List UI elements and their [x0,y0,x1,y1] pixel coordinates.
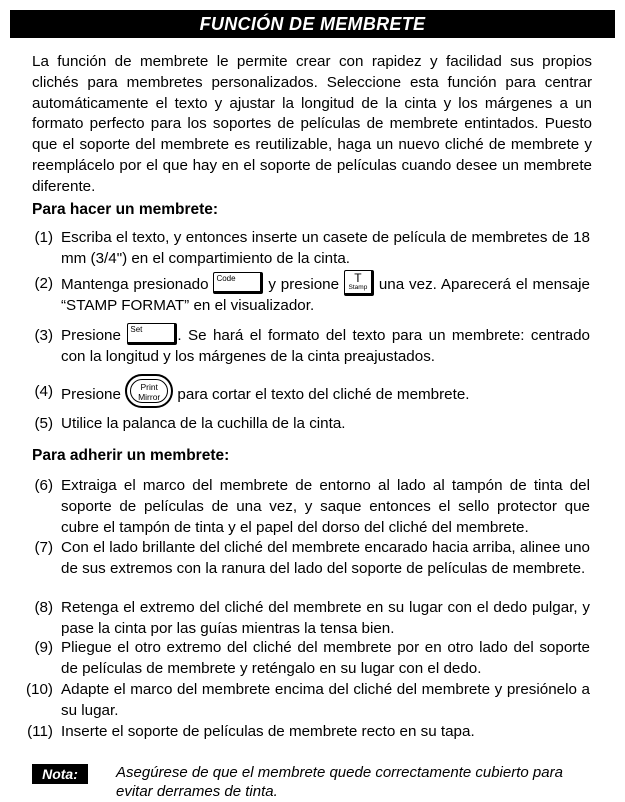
step-text [61,382,590,408]
code-key-label: Code [216,274,236,283]
step-number: (8) [34,599,53,616]
set-key-label: Set [130,324,143,334]
step-number: (6) [34,477,53,494]
step-text: Utilice la palanca de la cuchilla de la cinta. [61,415,346,432]
step-text: Adapte el marco del membrete encima del cliché del membrete y presiónelo a su lugar. [61,681,590,719]
step-7 [15,538,590,580]
step-number: (5) [34,415,53,432]
stamp-key-label: Stamp [348,284,368,291]
step-number: (10) [25,681,53,698]
step-text: Con el lado brillante del cliché del membrete encarado hacia arriba, alinee uno de sus extremos con la ranura del lado del soporte de películas de membrete. [61,539,590,577]
note-label: Nota: [32,764,88,784]
section-heading-attach-stamp: Para adherir un membrete: [32,447,230,464]
intro-paragraph: La función de membrete le permite crear con rapidez y facilidad sus propios clichés para membretes personalizados. Seleccione esta función para centrar automáticamente el texto y ajustar la longitud de la cinta y los márgenes a un formato perfecto para los soportes de películas de membrete entintados. Puesto que el soporte del membrete es reutilizable, haga un nuevo cliché de membrete y reemplácelo por el que hay en el soporte de películas cuando desee un membrete diferente. [32,53,592,195]
step-text [61,271,590,317]
section-heading-make-stamp: Para hacer un membrete: [32,201,219,218]
step-number: (2) [34,275,53,292]
step-3 [15,326,590,368]
mirror-key-label: Mirror [138,392,161,402]
step-text-before: Presione [61,386,121,404]
step-number: (11) [27,723,53,740]
code-key-icon [213,272,263,294]
step-2 [15,271,590,317]
step-10 [15,680,590,722]
step-5 [15,414,590,435]
step-text-after: para cortar el texto del cliché de membrete. [177,386,470,404]
step-text: Pliegue el otro extremo del cliché del membrete por en otro lado del soporte de películas de membrete y reténgalo en su lugar con el dedo. [61,639,590,677]
step-text-middle: y presione [268,276,340,294]
note-text: Asegúrese de que el membrete quede correctamente cubierto para evitar derrames de tinta. [116,764,563,800]
step-number: (9) [34,639,53,656]
step-text-after: una vez. Aparecerá el mensaje “STAMP FORMAT” en el visualizador. [61,276,590,314]
set-key-icon [127,323,177,345]
step-text-before: Mantenga presionado [61,276,209,294]
step-text: Inserte el soporte de películas de membrete recto en su tapa. [61,723,475,740]
print-mirror-key-icon [125,374,173,408]
step-text: Escriba el texto, y entonces inserte un casete de película de membretes de 18 mm (3/4") en el compartimiento de la cinta. [61,229,590,267]
step-number: (1) [34,229,53,246]
step-11 [15,722,590,743]
t-stamp-key-icon [344,270,374,296]
step-number: (7) [34,539,53,556]
step-9 [15,638,590,680]
step-text [61,326,590,368]
step-8 [15,598,590,640]
t-key-label: T [354,271,362,285]
step-text: Extraiga el marco del membrete de entorno al lado al tampón de tinta del soporte de películas de una vez, y saque entonces el sello protector que cubre el tampón de tinta y el papel del dorso del cliché del membrete. [61,477,590,536]
page-title: FUNCIÓN DE MEMBRETE [10,10,615,38]
step-text-after: . Se hará el formato del texto para un membrete: centrado con la longitud y los márgenes de la cinta preajustados. [61,327,590,365]
step-text-before: Presione [61,327,121,344]
step-text: Retenga el extremo del cliché del membrete en su lugar con el dedo pulgar, y pase la cinta por las guías mientras la tensa bien. [61,599,590,637]
step-1 [15,228,590,270]
print-key-label: Print [140,382,158,392]
step-6 [15,476,590,538]
step-number: (4) [34,383,53,400]
step-4 [15,382,590,408]
step-number: (3) [34,327,53,344]
